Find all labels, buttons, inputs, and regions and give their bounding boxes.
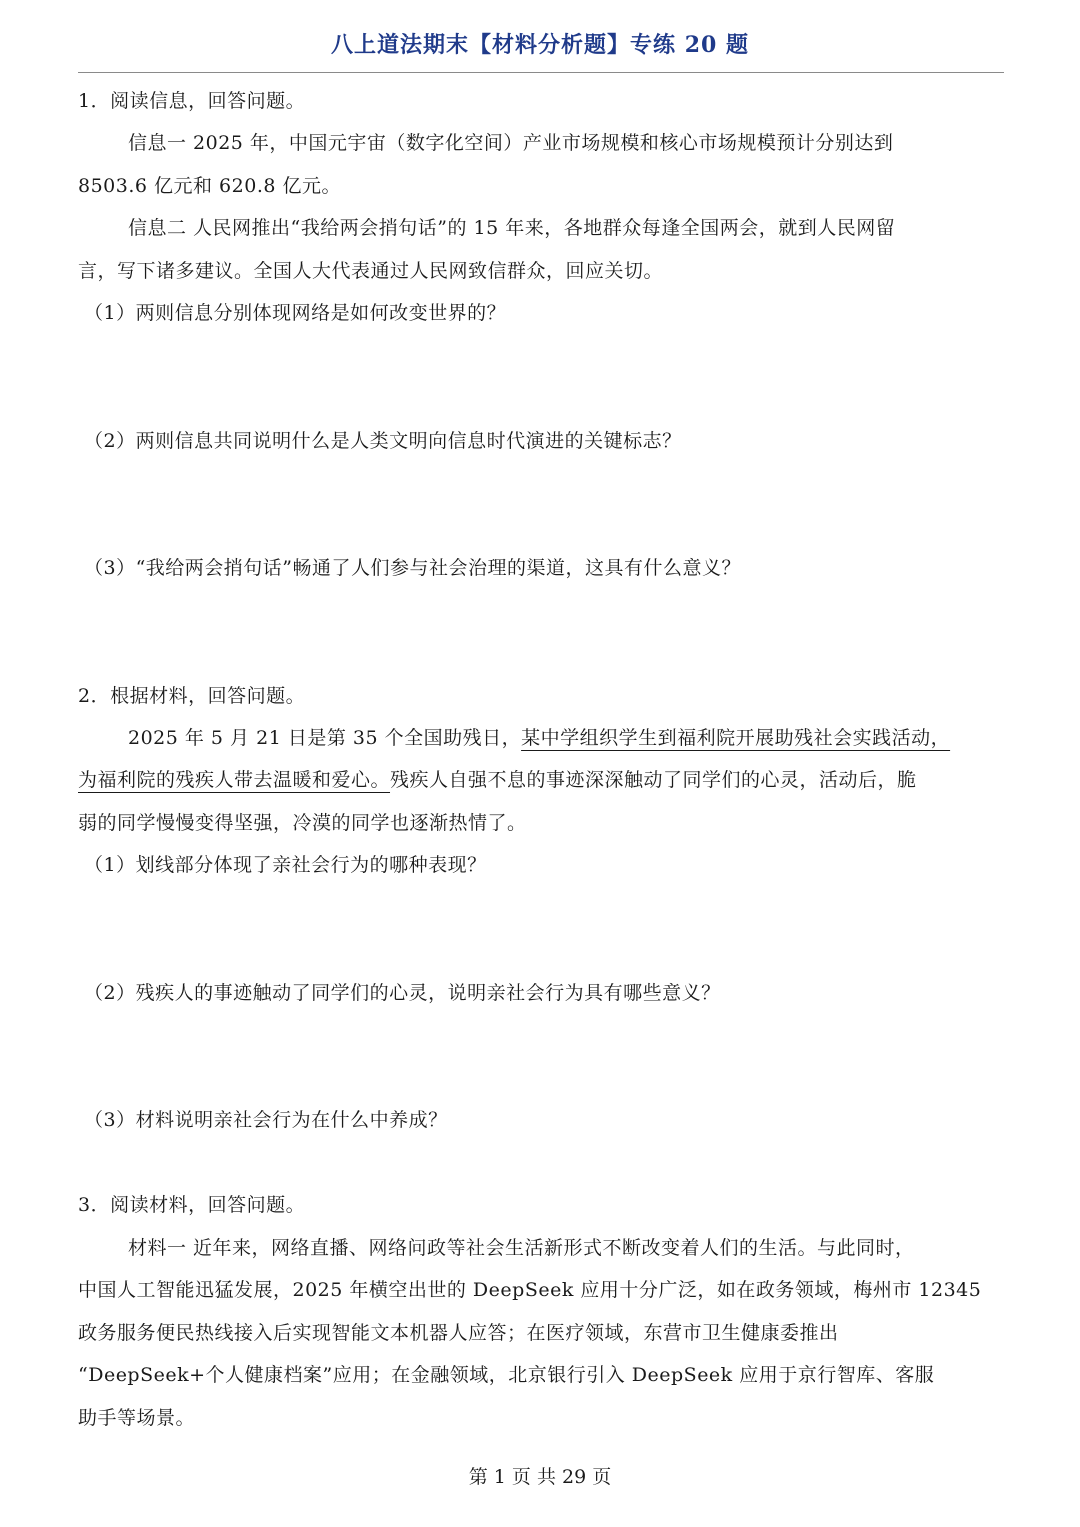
q1-info1-line1: 信息一 2025 年，中国元宇宙（数字化空间）产业市场规模和核心市场规模预计分别达到 <box>128 132 894 154</box>
q2-sub-question-2: （2）残疾人的事迹触动了同学们的心灵，说明亲社会行为具有哪些意义？ <box>84 982 721 1004</box>
q2-underlined-text-2: 为福利院的残疾人带去温暖和爱心。 <box>78 769 391 791</box>
q2-underlined-text-1: 某中学组织学生到福利院开展助残社会实践活动， <box>521 727 951 749</box>
q2-passage-line1-plain: 2025 年 5 月 21 日是第 35 个全国助残日， <box>128 727 522 749</box>
q2-passage-line3: 弱的同学慢慢变得坚强，冷漠的同学也逐渐热情了。 <box>78 812 527 834</box>
q1-info1-line2: 8503.6 亿元和 620.8 亿元。 <box>78 175 341 197</box>
header-divider <box>78 72 1004 73</box>
q3-material1-line2: 中国人工智能迅猛发展，2025 年横空出世的 DeepSeek 应用十分广泛，如在政务领域，梅州市 12345 <box>78 1279 982 1301</box>
q1-sub-question-2: （2）两则信息共同说明什么是人类文明向信息时代演进的关键标志？ <box>84 430 682 452</box>
q3-material1-line3: 政务服务便民热线接入后实现智能文本机器人应答；在医疗领域，东营市卫生健康委推出 <box>78 1322 839 1344</box>
q3-material1-line4: “DeepSeek+个人健康档案”应用；在金融领域，北京银行引入 DeepSeek 应用于京行智库、客服 <box>78 1364 935 1386</box>
document-header-title: 八上道法期末【材料分析题】专练 20 题 <box>331 32 749 58</box>
q3-heading: 3．阅读材料，回答问题。 <box>78 1194 306 1216</box>
q1-info2-line2: 言，写下诸多建议。全国人大代表通过人民网致信群众，回应关切。 <box>78 260 664 282</box>
q1-sub-question-3: （3）“我给两会捎句话”畅通了人们参与社会治理的渠道，这具有什么意义？ <box>84 557 742 579</box>
q1-heading: 1．阅读信息，回答问题。 <box>78 90 306 112</box>
q3-material1-line5: 助手等场景。 <box>78 1407 196 1429</box>
page-footer-number: 第 1 页 共 29 页 <box>468 1466 612 1488</box>
q2-heading: 2．根据材料，回答问题。 <box>78 685 306 707</box>
q2-sub-question-3: （3）材料说明亲社会行为在什么中养成？ <box>84 1109 448 1131</box>
q1-sub-question-1: （1）两则信息分别体现网络是如何改变世界的？ <box>84 302 507 324</box>
q2-passage-line2-plain: 残疾人自强不息的事迹深深触动了同学们的心灵，活动后，脆 <box>390 769 917 791</box>
q2-passage-line2 <box>78 765 917 792</box>
q3-material1-line1: 材料一 近年来，网络直播、网络问政等社会生活新形式不断改变着人们的生活。与此同时， <box>128 1237 915 1259</box>
q2-sub-question-1: （1）划线部分体现了亲社会行为的哪种表现？ <box>84 854 487 876</box>
q1-info2-line1: 信息二 人民网推出“我给两会捎句话”的 15 年来，各地群众每逢全国两会，就到人民网留 <box>128 217 896 239</box>
q2-passage-line1 <box>128 723 950 750</box>
